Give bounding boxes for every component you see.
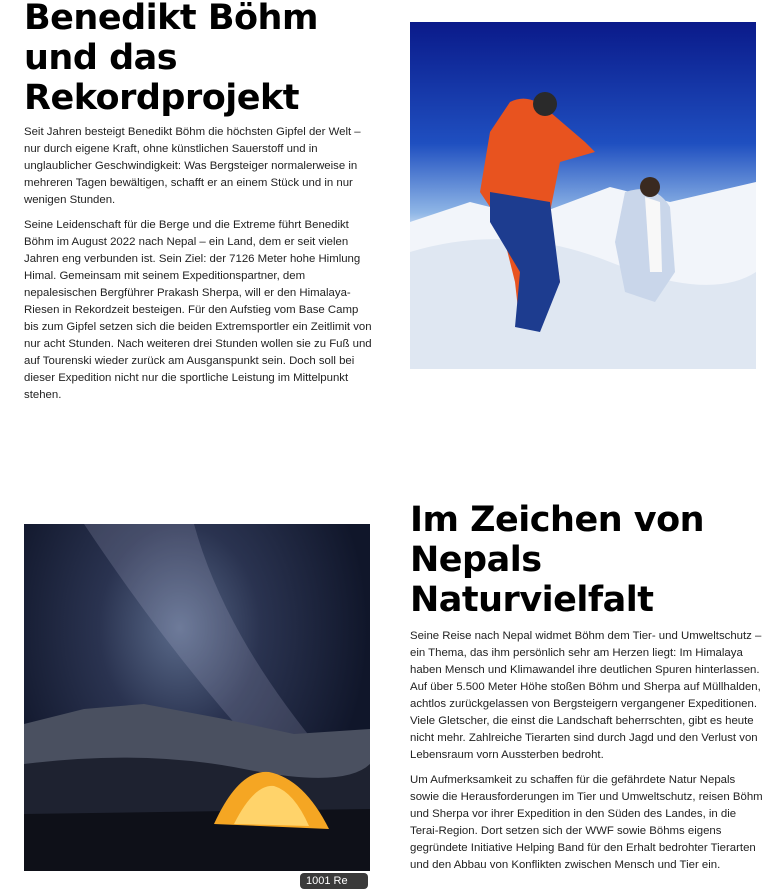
section-rekordprojekt <box>24 0 374 412</box>
title-line: Benedikt Böhm <box>24 0 318 38</box>
section-title <box>410 500 764 620</box>
title-line: Naturvielfalt <box>410 580 654 620</box>
section-naturvielfalt <box>410 500 764 882</box>
title-line: Im Zeichen von <box>410 500 705 540</box>
summit-photo <box>410 22 756 369</box>
paragraph: Seit Jahren besteigt Benedikt Böhm die höchsten Gipfel der Welt – nur durch eigene Kraft, ohne künstlichen Sauerstoff und in unglaublicher Geschwindigkeit: Was Bergsteiger normalerweise in mehreren Tagen bewältigen, schafft er an einem Stück und in nur wenigen Stunden. <box>24 126 361 206</box>
title-line: und das <box>24 38 178 78</box>
tent-night-photo <box>24 524 370 871</box>
title-line: Nepals <box>410 540 542 580</box>
title-line: Rekordprojekt <box>24 78 299 118</box>
paragraph: Seine Reise nach Nepal widmet Böhm dem Tier- und Umweltschutz – ein Thema, das ihm persönlich sehr am Herzen liegt: Im Himalaya haben Mensch und Klimawandel ihre deutlichen Spuren hinterlassen. Auf über 5.500 Meter Höhe stoßen Böhm und Sherpa auf Müllhalden, achtlos zurückgelassen von Bergsteigern vergangener Expeditionen. Viele Gletscher, die einst die Landschaft beherrschten, gibt es heute nicht mehr. Zahlreiche Tierarten sind durch Jagd und den Verlust von Lebensraum vorn Aussterben bedroht. <box>410 630 762 761</box>
paragraph: Seine Leidenschaft für die Berge und die Extreme führt Benedikt Böhm im August 2022 nach Nepal – ein Land, dem er seit vielen Jahren eng verbunden ist. Sein Ziel: der 7126 Meter hohe Himlung Himal. Gemeinsam mit seinem Expeditionspartner, dem nepalesischen Bergführer Prakash Sherpa, will er den Himalaya-Riesen in Rekordzeit besteigen. Für den Aufstieg vom Base Camp bis zum Gipfel setzen sich die beiden Extremsportler ein Zeitlimit von nur acht Stunden. Nach weiteren drei Stunden wollen sie zu Fuß und auf Tourenski wieder zurück am Ausganspunkt sein. Doch soll bei dieser Expedition nicht nur die sportliche Leistung im Mittelpunkt stehen. <box>24 219 372 401</box>
paragraph: Um Aufmerksamkeit zu schaffen für die gefährdete Natur Nepals sowie die Herausforderungen im Tier und Umweltschutz, reisen Böhm und Sherpa vor ihrer Expedition in den Süden des Landes, in die Terai-Region. Dort setzen sich der WWF sowie Böhms eigens gegründete Initiative Helping Band für den Erhalt bedrohter Tierarten und den Abbau von Konflikten zwischen Mensch und Tier ein. <box>410 774 763 871</box>
tooltip: 1001 Re <box>300 873 368 889</box>
section-title <box>24 0 374 118</box>
